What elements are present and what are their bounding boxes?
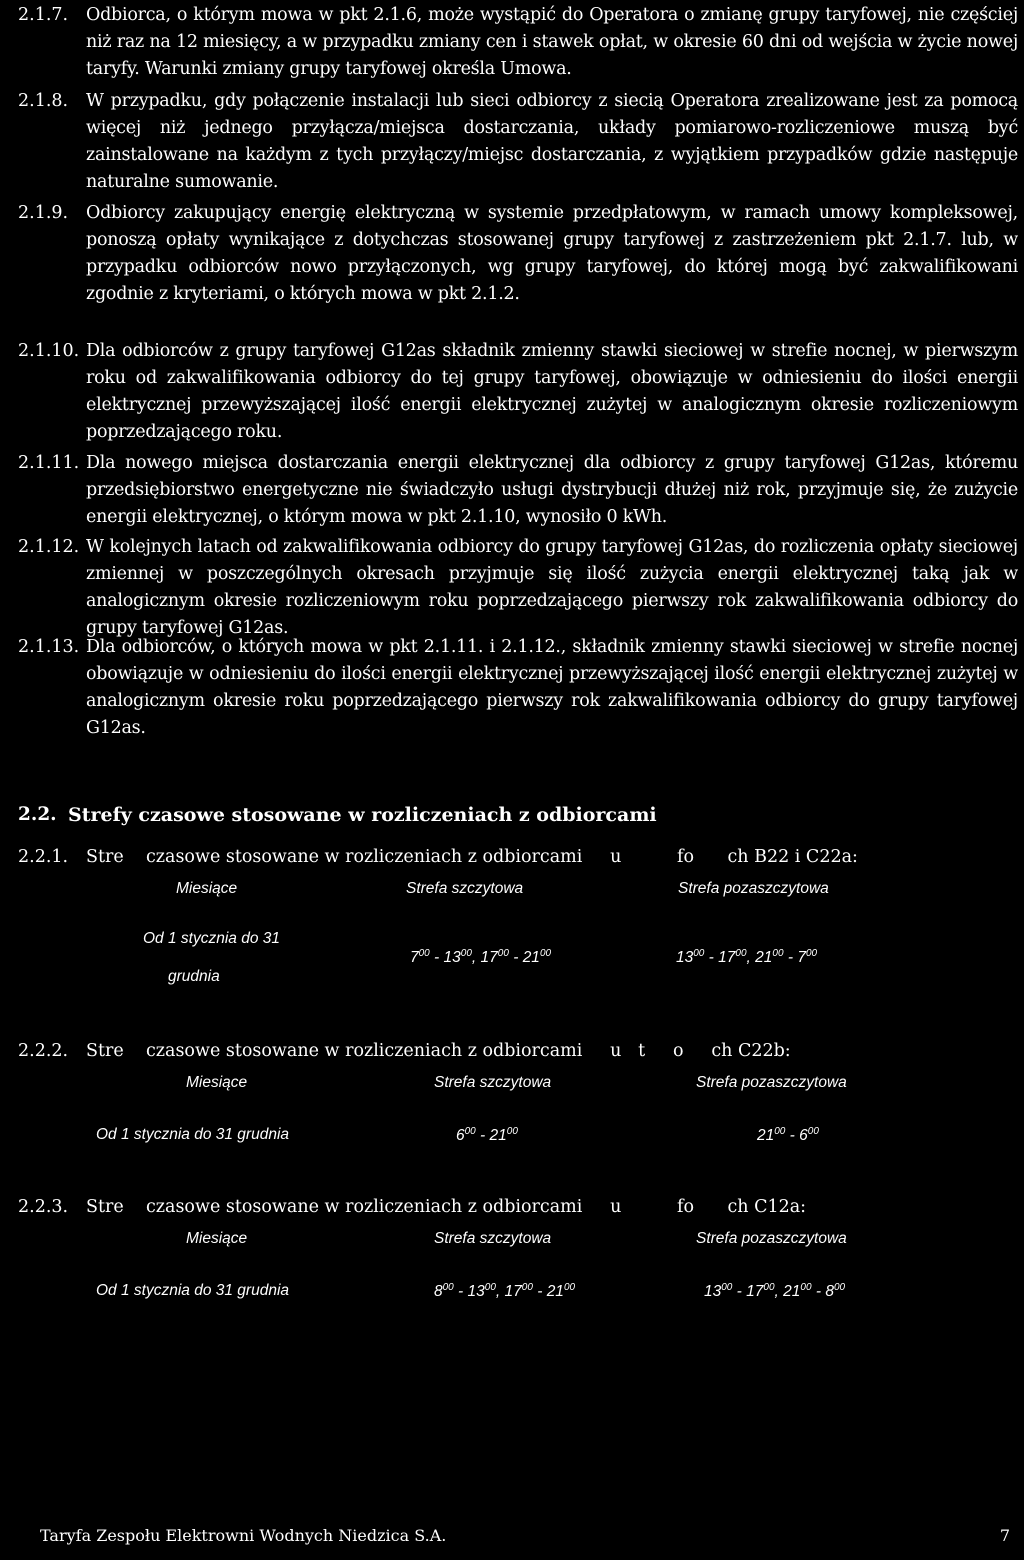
- hour-value: $13^{00}$: [443, 948, 472, 966]
- clause-text: Dla odbiorców, o których mowa w pkt 2.1.11. i 2.1.12., składnik zmienny stawki sieciowej w strefie nocnej obowiązuje w odniesieniu do ilości energii elektrycznej przewyższającej ilość energii elektrycznej zużytej w analogicznym okresie roku poprzedzającego pierwszy rok zakwalifikowania odbiorcy do grupy taryfowej G12as.: [86, 637, 1018, 738]
- clause-text: Odbiorca, o którym mowa w pkt 2.1.6, może wystąpić do Operatora o zmianę grupy taryfowej, nie częściej niż raz na 12 miesięcy, a w przypadku zmiany cen i stawek opłat, w okresie 60 dni od wejścia w życie nowej taryfy. Warunki zmiany grupy taryfowej określa Umowa.: [86, 5, 1018, 79]
- clause-2-1-13: [18, 634, 1018, 742]
- clause-number: 2.1.13.: [18, 637, 80, 657]
- clause-2-1-8: [18, 88, 1018, 196]
- header-offpeak: Strefa pozaszczytowa: [696, 1230, 847, 1247]
- hour-value: $21^{00}$: [489, 1126, 518, 1144]
- row-peak-hours: $8^{00} - 13^{00}$, $17^{00} - 21^{00}$: [434, 1282, 576, 1300]
- clause-2-1-7: [18, 2, 1018, 83]
- clause-2-1-10: [18, 338, 1018, 446]
- subsection-2-2-3: [18, 1194, 1018, 1221]
- subsection-number: 2.2.2.: [18, 1041, 69, 1061]
- header-peak: Strefa szczytowa: [406, 880, 524, 897]
- clause-number: 2.1.11.: [18, 453, 80, 473]
- row-peak-hours: $6^{00} - 21^{00}$: [456, 1126, 518, 1144]
- clause-2-1-11: [18, 450, 1018, 531]
- header-offpeak: Strefa pozaszczytowa: [678, 880, 829, 897]
- row-peak-hours: $7^{00} - 13^{00}$, $17^{00} - 21^{00}$: [410, 948, 552, 966]
- clause-text: Dla nowego miejsca dostarczania energii elektrycznej dla odbiorcy z grupy taryfowej G12as, któremu przedsiębiorstwo energetyczne nie świadczyło usługi dystrybucji dłużej niż rok, przyjmuje się, że zużycie energii elektrycznej, o którym mowa w pkt 2.1.10, wynosiło 0 kWh.: [86, 453, 1018, 527]
- hour-value: $13^{00}$: [676, 948, 705, 966]
- header-peak: Strefa szczytowa: [434, 1230, 552, 1247]
- hour-value: $7^{00}$: [797, 948, 818, 966]
- clause-text: W przypadku, gdy połączenie instalacji lub sieci odbiorcy z siecią Operatora zrealizowane jest za pomocą więcej niż jednego przyłącza/miejsca dostarczania, układy pomiarowo-rozliczeniowe muszą być zainstalowane na każdym z tych przyłączy/miejsc dostarczania, z wyjątkiem przypadków gdzie następuje naturalne sumowanie.: [86, 91, 1018, 192]
- header-months: Miesiące: [186, 1074, 248, 1091]
- clause-2-1-12: [18, 534, 1018, 642]
- row-months-line2: grudnia: [168, 968, 220, 985]
- hour-value: $6^{00}$: [799, 1126, 819, 1144]
- clause-number: 2.1.10.: [18, 341, 80, 361]
- hour-value: $21^{00}$: [522, 948, 552, 966]
- clause-text: W kolejnych latach od zakwalifikowania odbiorcy do grupy taryfowej G12as, do rozliczenia opłaty sieciowej zmiennej w poszczególnych okresach przyjmuje się ilość zużycia energii elektrycznej taką jak w analogicznym okresie rozliczeniowym roku poprzedzającego pierwszy rok zakwalifikowania odbiorcy do grupy taryfowej G12as.: [86, 537, 1018, 638]
- subsection-2-2-2: [18, 1038, 1018, 1065]
- clause-text: Dla odbiorców z grupy taryfowej G12as składnik zmienny stawki sieciowej w strefie nocnej, w pierwszym roku od zakwalifikowania odbiorcy do tej grupy taryfowej, obowiązuje w odniesieniu do ilości energii elektrycznej przewyższającej ilość energii elektrycznej zużytej w analogicznym okresie rozliczeniowym poprzedzającego roku.: [86, 341, 1018, 442]
- hour-value: $21^{00}$: [757, 1126, 786, 1144]
- clause-number: 2.1.9.: [18, 203, 69, 223]
- subsection-text: Stre czasowe stosowane w rozliczeniach z odbiorcami u fo ch B22 i C22a:: [86, 847, 858, 867]
- row-months: Od 1 stycznia do 31 grudnia: [96, 1282, 290, 1299]
- row-offpeak-hours: $13^{00} - 17^{00}$, $21^{00} - 7^{00}$: [676, 948, 818, 966]
- clause-number: 2.1.7.: [18, 5, 69, 25]
- hour-value: $13^{00}$: [704, 1282, 733, 1300]
- page-number: 7: [999, 1526, 1010, 1545]
- subsection-2-2-1: [18, 844, 1018, 871]
- hour-value: $8^{00}$: [825, 1282, 846, 1300]
- hour-value: $6^{00}$: [456, 1126, 476, 1144]
- subsection-number: 2.2.1.: [18, 847, 69, 867]
- clause-2-1-9: [18, 200, 1018, 308]
- hour-value: $21^{00}$: [783, 1282, 812, 1300]
- subsection-text: Stre czasowe stosowane w rozliczeniach z odbiorcami u t o ch C22b:: [86, 1041, 791, 1061]
- hour-value: $21^{00}$: [755, 948, 784, 966]
- section-heading: [18, 800, 1018, 830]
- row-months: Od 1 stycznia do 31 grudnia: [96, 1126, 290, 1143]
- subsection-text: Stre czasowe stosowane w rozliczeniach z odbiorcami u fo ch C12a:: [86, 1197, 807, 1217]
- footer-publisher: Taryfa Zespołu Elektrowni Wodnych Niedzica S.A.: [40, 1526, 447, 1545]
- section-number: 2.2.: [18, 804, 57, 825]
- header-months: Miesiące: [186, 1230, 248, 1247]
- hour-value: $17^{00}$: [746, 1282, 775, 1300]
- header-peak: Strefa szczytowa: [434, 1074, 552, 1091]
- clause-number: 2.1.8.: [18, 91, 69, 111]
- section-title: Strefy czasowe stosowane w rozliczeniach z odbiorcami: [68, 804, 657, 826]
- hour-value: $21^{00}$: [546, 1282, 576, 1300]
- hour-value: $17^{00}$: [480, 948, 509, 966]
- subsection-number: 2.2.3.: [18, 1197, 69, 1217]
- clause-number: 2.1.12.: [18, 537, 80, 557]
- hour-value: $7^{00}$: [410, 948, 430, 966]
- hour-value: $13^{00}$: [467, 1282, 496, 1300]
- hour-value: $17^{00}$: [504, 1282, 533, 1300]
- row-offpeak-hours: $13^{00} - 17^{00}$, $21^{00} - 8^{00}$: [704, 1282, 846, 1300]
- row-offpeak-hours: $21^{00} - 6^{00}$: [757, 1126, 819, 1144]
- hour-value: $8^{00}$: [434, 1282, 454, 1300]
- hour-value: $17^{00}$: [718, 948, 747, 966]
- clause-text: Odbiorcy zakupujący energię elektryczną w systemie przedpłatowym, w ramach umowy kompleksowej, ponoszą opłaty wynikające z dotychczas stosowanej grupy taryfowej z zastrzeżeniem pkt 2.1.7. lub, w przypadku odbiorców nowo przyłączonych, wg grupy taryfowej, do której mogą być zakwalifikowani zgodnie z kryteriami, o których mowa w pkt 2.1.2.: [86, 203, 1018, 304]
- header-offpeak: Strefa pozaszczytowa: [696, 1074, 847, 1091]
- row-months-line1: Od 1 stycznia do 31: [143, 930, 280, 947]
- header-months: Miesiące: [176, 880, 238, 897]
